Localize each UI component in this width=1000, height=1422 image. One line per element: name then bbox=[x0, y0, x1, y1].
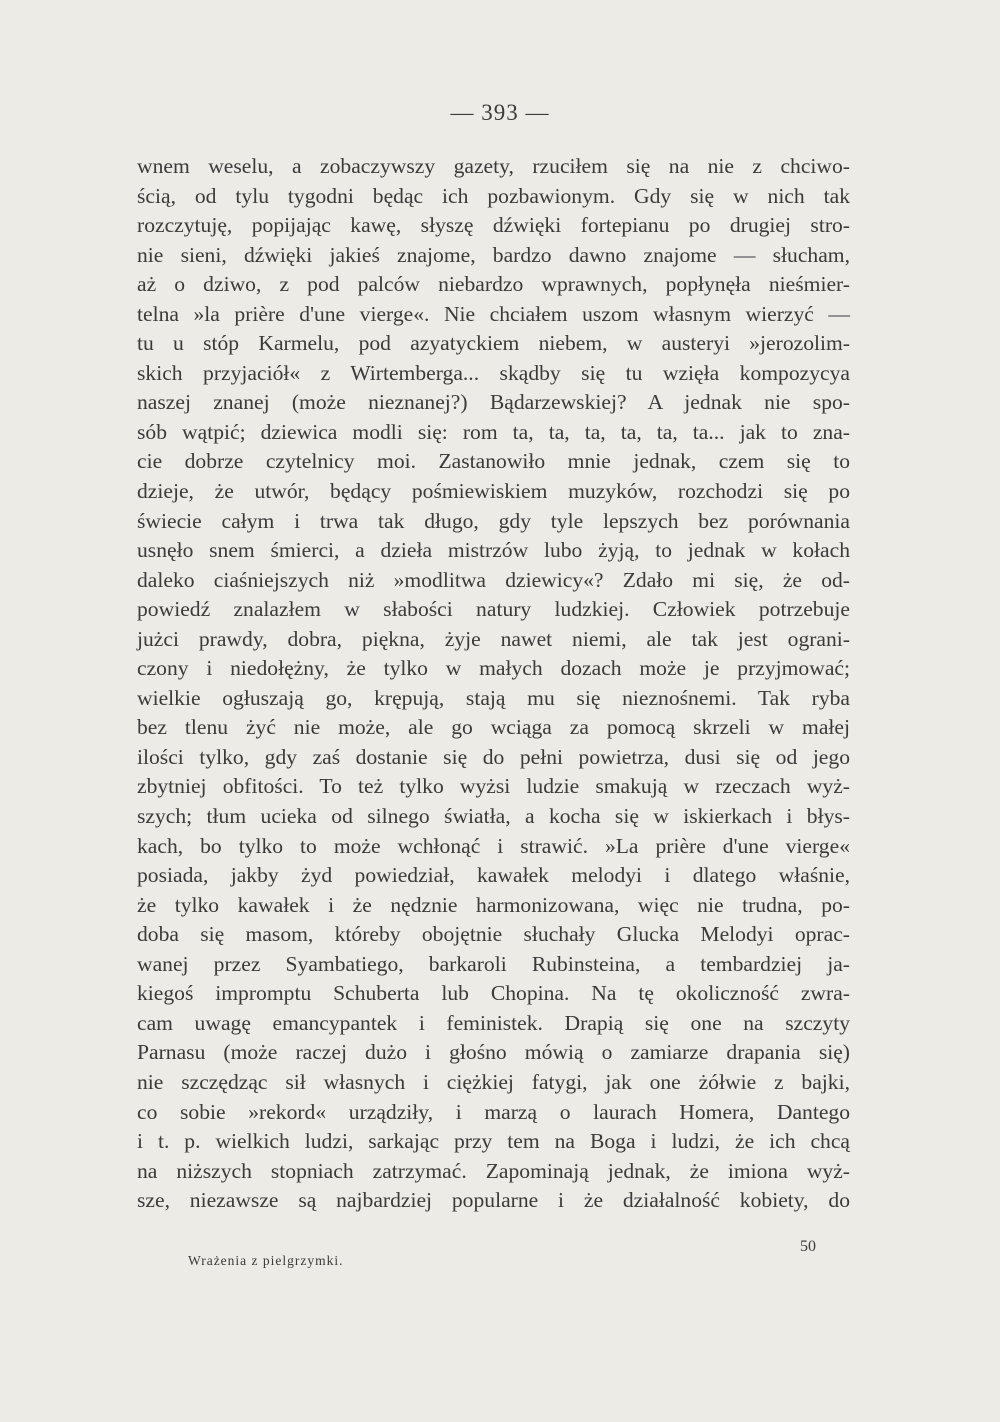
text-line: ilości tylko, gdy zaś dostanie się do pełni powietrza, dusi się od jego bbox=[137, 744, 850, 769]
text-line: co sobie »rekord« urządziły, i marzą o laurach Homera, Dantego bbox=[137, 1099, 850, 1124]
text-line: nie szczędząc sił własnych i ciężkiej fatygi, jak one żółwie z bajki, bbox=[137, 1069, 850, 1094]
text-line: cie dobrze czytelnicy moi. Zastanowiło mnie jednak, czem się to bbox=[137, 449, 850, 474]
text-line: na niższych stopniach zatrzymać. Zapominają jednak, że imiona wyż- bbox=[137, 1158, 850, 1183]
text-line: świecie całym i trwa tak długo, gdy tyle lepszych bez porównania bbox=[137, 508, 850, 533]
text-line: kach, bo tylko to może wchłonąć i strawić. »La prière d'une vierge« bbox=[137, 833, 850, 858]
text-line: naszej znanej (może nieznanej?) Bądarzewskiej? A jednak nie spo- bbox=[137, 390, 850, 415]
text-line: wnem weselu, a zobaczywszy gazety, rzuciłem się na nie z chciwo- bbox=[137, 154, 850, 178]
text-line: Parnasu (może raczej dużo i głośno mówią o zamiarze drapania się) bbox=[137, 1040, 850, 1065]
text-line: wanej przez Syambatiego, barkaroli Rubinsteina, a tembardziej ja- bbox=[137, 951, 850, 976]
text-line: daleko ciaśniejszych niż »modlitwa dziewicy«? Zdało mi się, że od- bbox=[137, 567, 850, 592]
text-line: posiada, jakby żyd powiedział, kawałek melodyi i dlatego właśnie, bbox=[137, 863, 850, 888]
text-line: tu u stóp Karmelu, pod azyatyckiem niebem, w austeryi »jerozolim- bbox=[137, 331, 850, 356]
page-footer bbox=[137, 1238, 850, 1278]
text-line: powiedź znalazłem w słabości natury ludzkiej. Człowiek potrzebuje bbox=[137, 597, 850, 622]
text-line: jużci prawdy, dobra, piękna, żyje nawet niemi, ale tak jest ograni- bbox=[137, 626, 850, 651]
book-title-footer: Wrażenia z pielgrzymki. bbox=[188, 1253, 344, 1268]
text-line: że tylko kawałek i że nędznie harmonizowana, więc nie trudna, po- bbox=[137, 892, 850, 917]
text-line: telna »la prière d'une vierge«. Nie chciałem uszom własnym wierzyć — bbox=[137, 301, 850, 326]
text-line: ścią, od tylu tygodni będąc ich pozbawionym. Gdy się w nich tak bbox=[137, 183, 850, 208]
text-line: doba się masom, któreby obojętnie słuchały Glucka Melodyi oprac- bbox=[137, 922, 850, 947]
text-line: sze, niezawsze są najbardziej popularne i że działalność kobiety, do bbox=[137, 1188, 850, 1213]
text-line: wielkie ogłuszają go, krępują, stają mu się nieznośnemi. Tak ryba bbox=[137, 685, 850, 710]
text-line: dzieje, że utwór, będący pośmiewiskiem muzyków, rozchodzi się po bbox=[137, 479, 850, 504]
text-line: skich przyjaciół« z Wirtemberga... skądby się tu wzięła kompozycya bbox=[137, 360, 850, 385]
text-line: cam uwagę emancypantek i feministek. Drapią się one na szczyty bbox=[137, 1010, 850, 1035]
text-line: szych; tłum ucieka od silnego światła, a kocha się w iskierkach i błys- bbox=[137, 804, 850, 829]
printer-signature-number: 50 bbox=[800, 1238, 816, 1255]
text-line: rozczytuję, popijając kawę, słyszę dźwięki fortepianu po drugiej stro- bbox=[137, 213, 850, 238]
text-line: zbytniej obfitości. To też tylko wyżsi ludzie smakują w rzeczach wyż- bbox=[137, 774, 850, 799]
text-line: aż o dziwo, z pod palców niebardzo wprawnych, popłynęła nieśmier- bbox=[137, 272, 850, 297]
text-line: usnęło snem śmierci, a dzieła mistrzów lubo żyją, to jednak w kołach bbox=[137, 538, 850, 563]
text-line: bez tlenu żyć nie może, ale go wciąga za pomocą skrzeli w małej bbox=[137, 715, 850, 740]
text-line: czony i niedołężny, że tylko w małych dozach może je przyjmować; bbox=[137, 656, 850, 681]
page-number: — 393 — bbox=[450, 100, 550, 125]
text-line: kiegoś impromptu Schuberta lub Chopina. Na tę okoliczność zwra- bbox=[137, 981, 850, 1006]
text-line: nie sieni, dźwięki jakieś znajome, bardzo dawno znajome — słucham, bbox=[137, 242, 850, 267]
text-line: i t. p. wielkich ludzi, sarkając przy tem na Boga i ludzi, że ich chcą bbox=[137, 1129, 850, 1154]
body-text bbox=[137, 152, 850, 1216]
text-line: sób wątpić; dziewica modli się: rom ta, ta, ta, ta, ta, ta... jak to zna- bbox=[137, 419, 850, 444]
